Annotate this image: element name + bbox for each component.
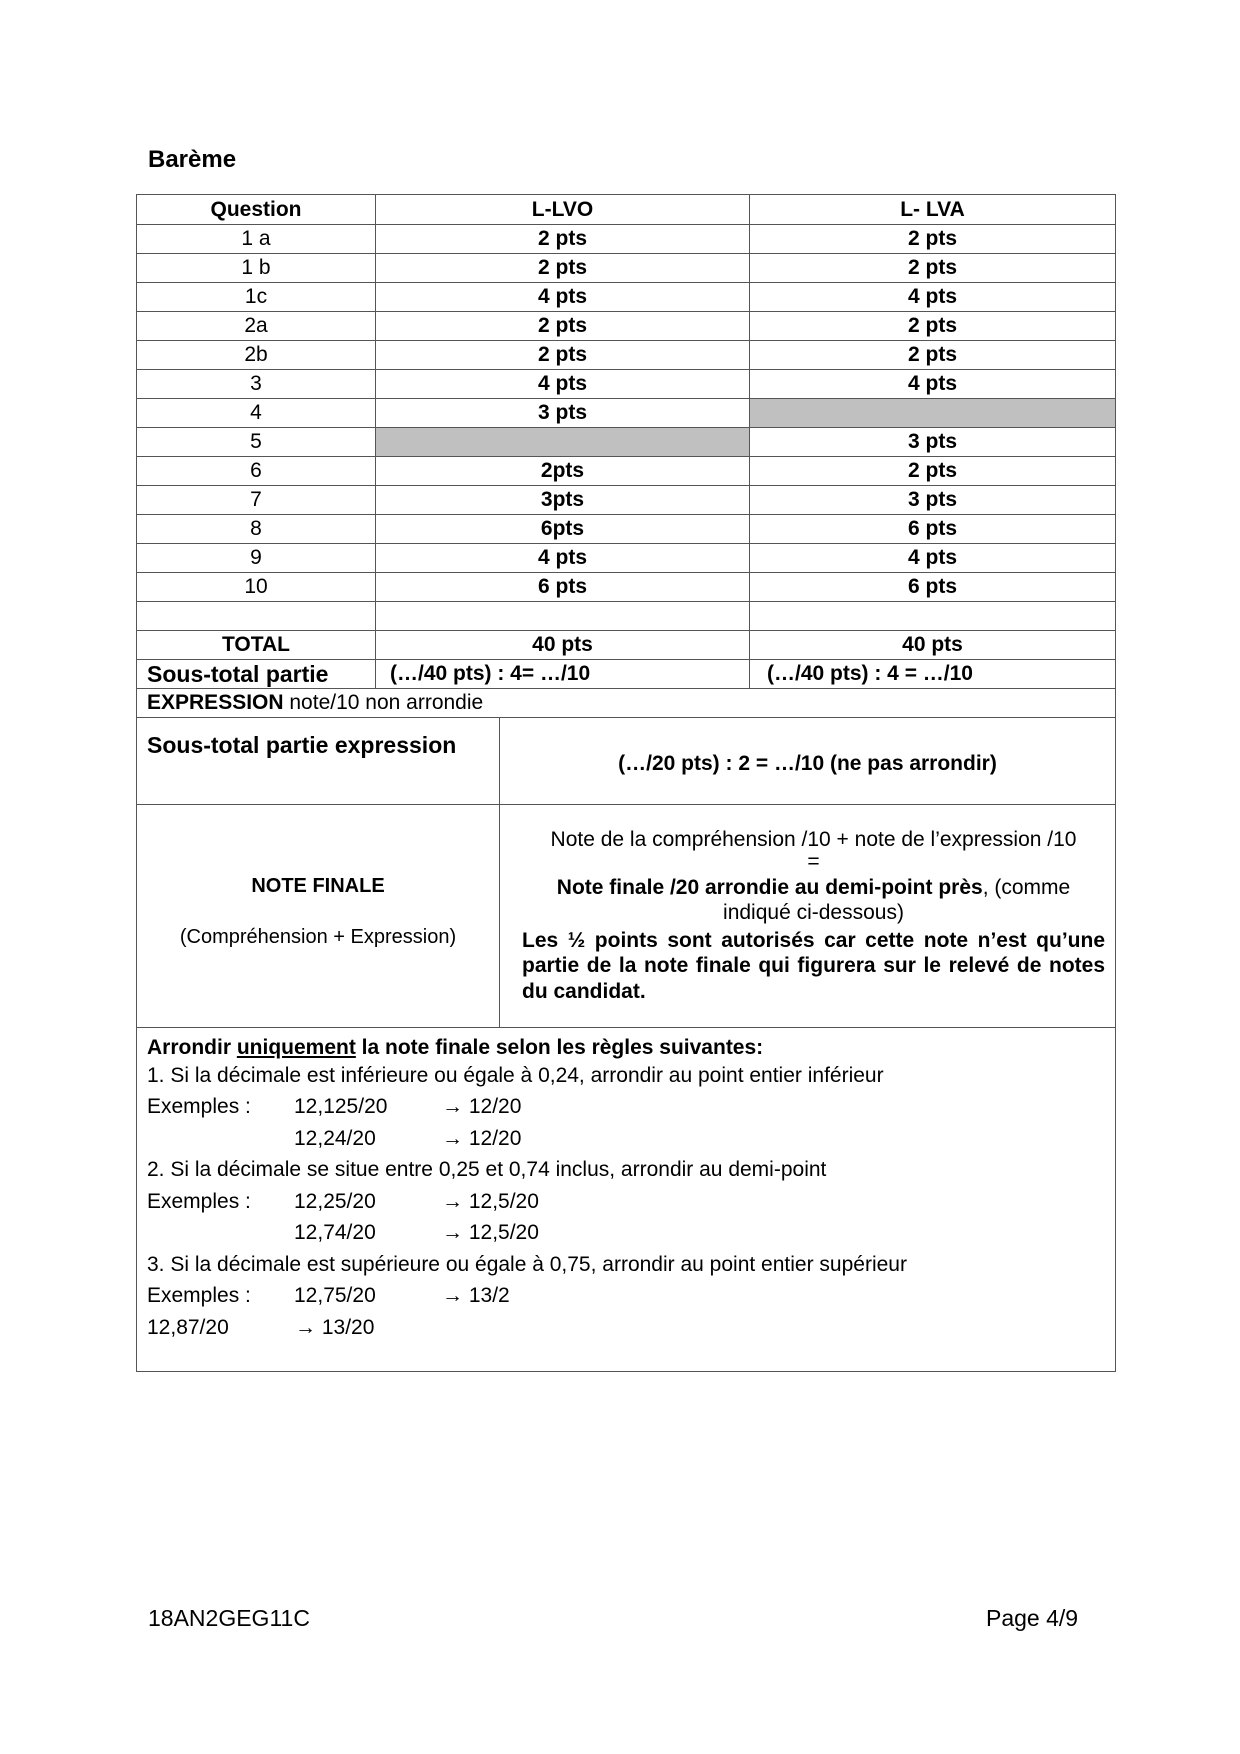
expression-text: note/10 non arrondie (283, 691, 484, 714)
example-row: Exemples : 12,75/20 → 13/2 (147, 1284, 510, 1308)
note-finale-equals: = (807, 849, 820, 873)
note-finale-sub: (Compréhension + Expression) (179, 926, 457, 948)
lvo-cell: 3pts (376, 486, 750, 515)
question-cell: 10 (137, 573, 376, 602)
lva-cell: 6 pts (750, 515, 1116, 544)
sous-total-lvo: (…/40 pts) : 4= …/10 (376, 660, 750, 689)
table-row (137, 341, 1116, 370)
lva-cell: 2 pts (750, 341, 1116, 370)
question-cell: 6 (137, 457, 376, 486)
header-question: Question (137, 195, 376, 225)
lvo-cell: 4 pts (376, 370, 750, 399)
total-row (137, 631, 1116, 660)
example-row: 12,24/20 → 12/20 (294, 1126, 522, 1150)
lva-cell (750, 399, 1116, 428)
table-row (137, 515, 1116, 544)
table-row (137, 283, 1116, 312)
sous-total-expression-row (137, 718, 1116, 805)
example-row: Exemples : 12,125/20 → 12/20 (147, 1095, 522, 1119)
example-row: 12,87/20 → 13/20 (147, 1315, 375, 1339)
total-lva: 40 pts (750, 631, 1116, 660)
note-finale-line2-bold: Note finale /20 arrondie au demi-point près (556, 875, 983, 899)
lva-cell: 4 pts (750, 283, 1116, 312)
rules-heading: Arrondir uniquement la note finale selon les règles suivantes: (147, 1035, 764, 1059)
lva-cell: 2 pts (750, 312, 1116, 341)
rule-2: 2. Si la décimale se situe entre 0,25 et 0,74 inclus, arrondir au demi-point (147, 1158, 827, 1182)
example-row: Exemples : 12,25/20 → 12,5/20 (147, 1189, 539, 1213)
table-row (137, 486, 1116, 515)
question-cell: 1c (137, 283, 376, 312)
table-row (137, 573, 1116, 602)
table-row (137, 312, 1116, 341)
header-lva: L- LVA (750, 195, 1116, 225)
question-cell: 7 (137, 486, 376, 515)
lvo-cell: 2 pts (376, 341, 750, 370)
table-row (137, 457, 1116, 486)
lvo-cell: 2pts (376, 457, 750, 486)
note-finale-line2-rest: , (comme indiqué ci-dessous) (723, 875, 1071, 925)
expression-label: EXPRESSION (147, 691, 284, 714)
lva-cell: 3 pts (750, 428, 1116, 457)
lva-cell: 4 pts (750, 370, 1116, 399)
lvo-cell: 6 pts (376, 573, 750, 602)
sous-total-label: Sous-total partie (137, 660, 376, 689)
note-finale-line1: Note de la compréhension /10 + note de l’expression /10 (550, 828, 1077, 851)
sous-total-expression-value: (…/20 pts) : 2 = …/10 (ne pas arrondir) (500, 718, 1116, 805)
lvo-cell: 3 pts (376, 399, 750, 428)
sous-total-expression-label: Sous-total partie expression (137, 718, 500, 805)
question-cell: 2b (137, 341, 376, 370)
page-title: Barème (148, 146, 237, 173)
lva-cell: 4 pts (750, 544, 1116, 573)
lvo-cell: 2 pts (376, 254, 750, 283)
lvo-cell: 2 pts (376, 225, 750, 254)
total-label: TOTAL (137, 631, 376, 660)
lva-cell: 6 pts (750, 573, 1116, 602)
question-cell: 8 (137, 515, 376, 544)
note-finale-row (137, 805, 1116, 1028)
empty-row (137, 602, 1116, 631)
table-row (137, 254, 1116, 283)
question-cell: 3 (137, 370, 376, 399)
table-row (137, 225, 1116, 254)
question-cell: 5 (137, 428, 376, 457)
lvo-cell: 4 pts (376, 283, 750, 312)
example-row: 12,74/20 → 12,5/20 (294, 1221, 539, 1245)
bareme-table (136, 194, 1116, 1372)
header-row (137, 195, 1116, 225)
note-finale-line3: Les ½ points sont autorisés car cette note n’est qu’une partie de la note finale qui figurera sur le relevé de notes du candidat. (522, 928, 1105, 1004)
total-lvo: 40 pts (376, 631, 750, 660)
lvo-cell: 6pts (376, 515, 750, 544)
question-cell: 4 (137, 399, 376, 428)
lvo-cell: 4 pts (376, 544, 750, 573)
table-row (137, 544, 1116, 573)
header-lvo: L-LVO (376, 195, 750, 225)
rule-1: 1. Si la décimale est inférieure ou égale à 0,24, arrondir au point entier inférieur (147, 1063, 884, 1087)
question-cell: 1 b (137, 254, 376, 283)
page-number: Page 4/9 (986, 1605, 1079, 1631)
question-cell: 2a (137, 312, 376, 341)
lvo-cell (376, 428, 750, 457)
note-finale-label: NOTE FINALE (251, 875, 385, 897)
table-row (137, 399, 1116, 428)
table-row (137, 370, 1116, 399)
document-code: 18AN2GEG11C (148, 1605, 310, 1631)
lva-cell: 3 pts (750, 486, 1116, 515)
lvo-cell: 2 pts (376, 312, 750, 341)
sous-total-row (137, 660, 1116, 689)
lva-cell: 2 pts (750, 225, 1116, 254)
sous-total-lva: (…/40 pts) : 4 = …/10 (750, 660, 1116, 689)
question-cell: 9 (137, 544, 376, 573)
table-row (137, 428, 1116, 457)
question-cell: 1 a (137, 225, 376, 254)
lva-cell: 2 pts (750, 254, 1116, 283)
note-finale-detail (500, 805, 1116, 1028)
expression-row (137, 689, 1116, 718)
lva-cell: 2 pts (750, 457, 1116, 486)
rule-3: 3. Si la décimale est supérieure ou égale à 0,75, arrondir au point entier supérieur (147, 1252, 907, 1276)
rules-row (137, 1027, 1116, 1372)
